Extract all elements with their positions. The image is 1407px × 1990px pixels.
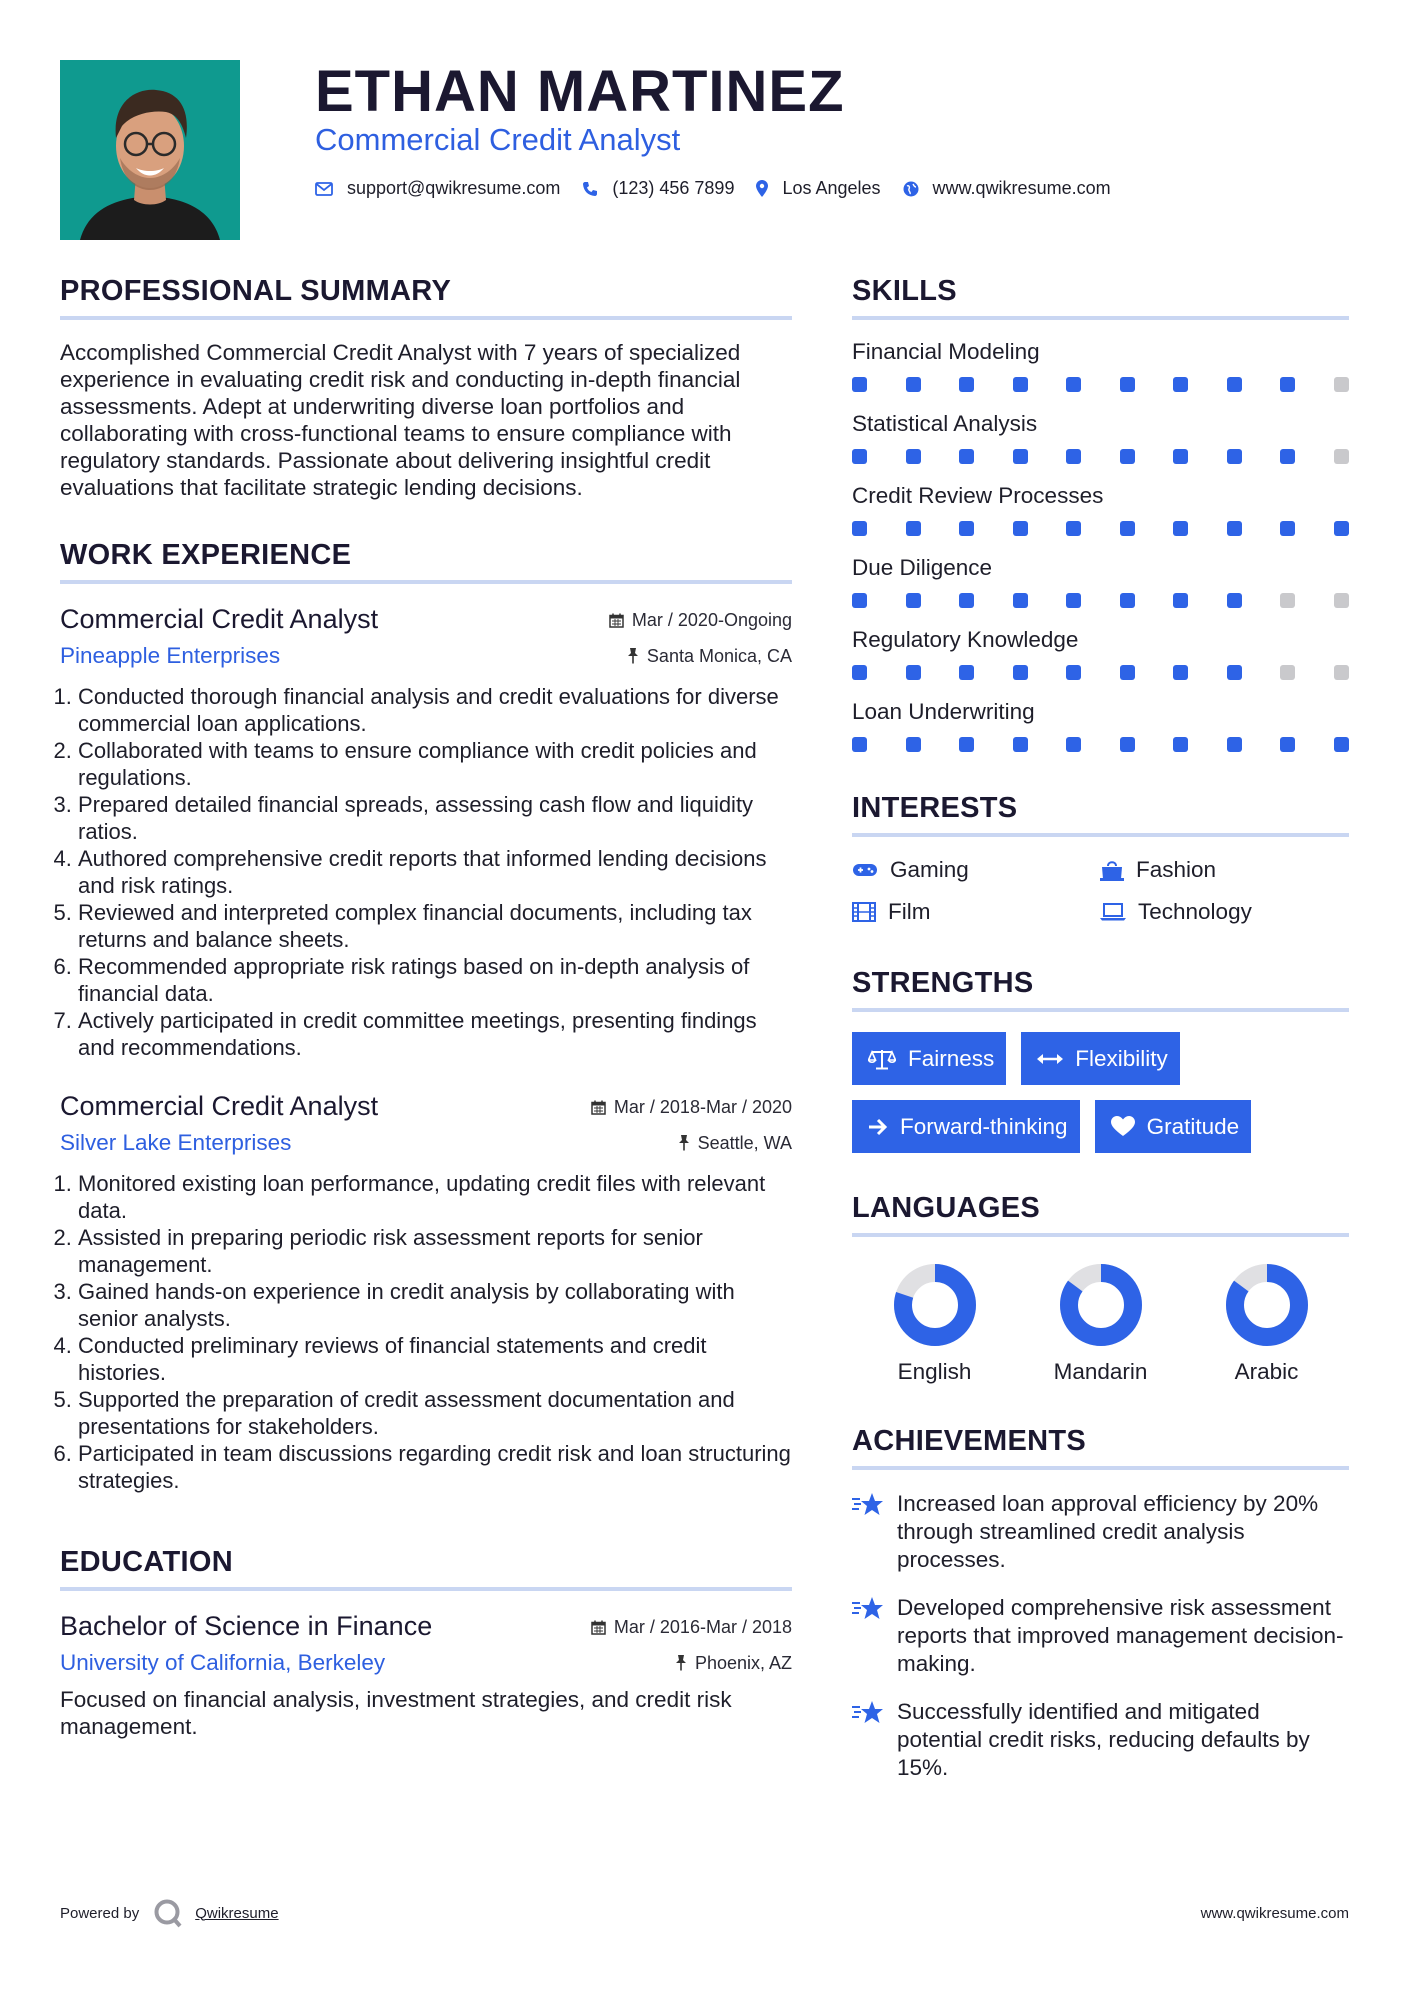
- calendar-icon: [609, 613, 624, 628]
- rating-dot-filled: [959, 737, 974, 752]
- rating-dot-filled: [1120, 377, 1135, 392]
- skill-item: [852, 555, 1349, 608]
- rating-dot-filled: [1120, 737, 1135, 752]
- skill-item: [852, 627, 1349, 680]
- rating-dot-filled: [1334, 737, 1349, 752]
- job-location: [627, 646, 792, 667]
- rating-dot-filled: [1066, 521, 1081, 536]
- rating-dot-filled: [852, 737, 867, 752]
- pushpin-icon: [675, 1655, 687, 1671]
- list-item: 2. Assisted in preparing periodic risk assessment reports for senior management.: [78, 1224, 792, 1278]
- skill-name: Loan Underwriting: [852, 699, 1035, 724]
- language-name: English: [897, 1359, 972, 1384]
- rating-dot-filled: [1173, 449, 1188, 464]
- interest-item: [1100, 857, 1348, 883]
- star-trophy-icon: [852, 1698, 897, 1782]
- gamepad-icon: [852, 862, 878, 878]
- achievement-text: Successfully identified and mitigated potential credit risks, reducing defaults by 15%.: [897, 1699, 1310, 1780]
- rating-dot-filled: [1013, 449, 1028, 464]
- email-text: support@qwikresume.com: [347, 178, 561, 198]
- interest-label: Film: [888, 899, 931, 924]
- list-item: 6. Participated in team discussions regarding credit risk and loan structuring strategies.: [78, 1440, 792, 1494]
- contact-email[interactable]: [315, 178, 560, 199]
- interests-heading: INTERESTS: [852, 792, 1349, 837]
- list-item: 3. Gained hands-on experience in credit analysis by collaborating with senior analysts.: [78, 1278, 792, 1332]
- rating-dot-filled: [1013, 593, 1028, 608]
- strength-badge: [1095, 1100, 1252, 1153]
- experience-heading: WORK EXPERIENCE: [60, 539, 792, 584]
- achievement-item: [852, 1594, 1349, 1678]
- job-location-text: Santa Monica, CA: [646, 645, 792, 666]
- strengths-list: [852, 1032, 1349, 1168]
- rating-dot-filled: [906, 377, 921, 392]
- film-icon: [852, 902, 876, 922]
- rating-dot-filled: [1173, 377, 1188, 392]
- rating-dot-filled: [959, 521, 974, 536]
- languages-list: [852, 1263, 1349, 1385]
- skill-name: Statistical Analysis: [852, 411, 1038, 436]
- language-item: [1184, 1263, 1349, 1385]
- interest-item: [1100, 899, 1348, 925]
- job-duties: [60, 1170, 792, 1494]
- achievements-list: [852, 1490, 1349, 1782]
- rating-dot-filled: [1013, 377, 1028, 392]
- qwikresume-logo-icon: [153, 1898, 185, 1928]
- job-date: [609, 610, 792, 631]
- strength-badge: [1021, 1032, 1180, 1085]
- calendar-icon: [591, 1620, 606, 1635]
- rating-dot-filled: [906, 449, 921, 464]
- rating-dot-filled: [1227, 665, 1242, 680]
- degree-title: Bachelor of Science in Finance: [60, 1611, 433, 1641]
- language-proficiency-donut: [1225, 1263, 1309, 1347]
- job-title: Commercial Credit Analyst: [60, 1091, 379, 1121]
- list-item: 1. Conducted thorough financial analysis and credit evaluations for diverse commercial loan applications.: [78, 683, 792, 737]
- rating-dot-filled: [1120, 593, 1135, 608]
- job-title: Commercial Credit Analyst: [60, 604, 379, 634]
- job-entry: [60, 604, 792, 1061]
- skill-name: Credit Review Processes: [852, 483, 1104, 508]
- languages-heading: LANGUAGES: [852, 1192, 1349, 1237]
- rating-dot-filled: [1173, 593, 1188, 608]
- shopping-bag-icon: [1100, 859, 1124, 881]
- list-item: 6. Recommended appropriate risk ratings based on in-depth analysis of financial data.: [78, 953, 792, 1007]
- profile-photo: [60, 60, 240, 240]
- education-description: Focused on financial analysis, investment strategies, and credit risk management.: [60, 1687, 732, 1739]
- list-item: 4. Authored comprehensive credit reports that informed lending decisions and risk ratings.: [78, 845, 792, 899]
- candidate-name: ETHAN MARTINEZ: [315, 59, 845, 124]
- rating-dot-filled: [1066, 449, 1081, 464]
- rating-dot-filled: [1334, 521, 1349, 536]
- rating-dot-filled: [1066, 737, 1081, 752]
- interest-label: Fashion: [1136, 857, 1217, 882]
- summary-heading: PROFESSIONAL SUMMARY: [60, 275, 792, 320]
- interests-list: [852, 857, 1349, 925]
- strengths-heading: STRENGTHS: [852, 967, 1349, 1012]
- skill-rating: [852, 449, 1349, 464]
- skill-name: Due Diligence: [852, 555, 993, 580]
- job-company: Silver Lake Enterprises: [60, 1130, 292, 1155]
- rating-dot-filled: [1066, 593, 1081, 608]
- rating-dot-filled: [1013, 737, 1028, 752]
- rating-dot-filled: [1280, 377, 1295, 392]
- skills-heading: SKILLS: [852, 275, 1349, 320]
- language-proficiency-donut: [893, 1263, 977, 1347]
- job-location: [678, 1133, 792, 1154]
- interest-item: [852, 899, 1100, 925]
- rating-dot-empty: [1334, 593, 1349, 608]
- skill-item: [852, 699, 1349, 752]
- rating-dot-filled: [1013, 665, 1028, 680]
- footer-powered-by: [60, 1898, 279, 1928]
- achievement-item: [852, 1490, 1349, 1574]
- rating-dot-filled: [852, 449, 867, 464]
- powered-by-text: Powered by: [60, 1904, 140, 1922]
- job-date-text: Mar / 2018-Mar / 2020: [613, 1097, 792, 1117]
- achievements-heading: ACHIEVEMENTS: [852, 1425, 1349, 1470]
- list-item: 3. Prepared detailed financial spreads, assessing cash flow and liquidity ratios.: [78, 791, 792, 845]
- rating-dot-empty: [1280, 593, 1295, 608]
- school-name: University of California, Berkeley: [60, 1650, 386, 1675]
- summary-text: Accomplished Commercial Credit Analyst with 7 years of specialized experience in evaluating credit risk and conducting in-depth financial assessments. Adept at underwriting diverse loan portfolios and collaborating with cross-functional teams to ensure compliance with regulatory standards. Passionate about delivering insightful credit evaluations that facilitate strategic lending decisions.: [60, 340, 741, 500]
- language-name: Arabic: [1234, 1359, 1299, 1384]
- location-text: Los Angeles: [782, 178, 881, 198]
- rating-dot-filled: [1227, 737, 1242, 752]
- job-location-text: Seattle, WA: [697, 1132, 792, 1153]
- star-trophy-icon: [852, 1594, 897, 1678]
- skill-item: [852, 339, 1349, 392]
- rating-dot-filled: [1280, 737, 1295, 752]
- education-entry: [60, 1611, 792, 1740]
- strength-label: Gratitude: [1146, 1113, 1240, 1139]
- skill-item: [852, 483, 1349, 536]
- star-trophy-icon: [852, 1490, 897, 1574]
- interest-label: Gaming: [890, 857, 969, 882]
- list-item: 4. Conducted preliminary reviews of financial statements and credit histories.: [78, 1332, 792, 1386]
- rating-dot-filled: [1227, 377, 1242, 392]
- rating-dot-filled: [906, 521, 921, 536]
- skill-rating: [852, 665, 1349, 680]
- rating-dot-empty: [1334, 449, 1349, 464]
- language-item: [1018, 1263, 1183, 1385]
- rating-dot-filled: [1173, 665, 1188, 680]
- rating-dot-filled: [1227, 521, 1242, 536]
- job-company: Pineapple Enterprises: [60, 643, 281, 668]
- phone-icon: [582, 181, 598, 197]
- balance-scale-icon: [868, 1048, 896, 1070]
- job-duties: [60, 683, 792, 1061]
- pushpin-icon: [627, 648, 639, 664]
- strength-badge: [852, 1100, 1080, 1153]
- contact-bar: [315, 178, 1133, 199]
- rating-dot-filled: [1120, 521, 1135, 536]
- rating-dot-filled: [1280, 521, 1295, 536]
- qwikresume-link[interactable]: Qwikresume: [195, 1904, 279, 1922]
- list-item: 7. Actively participated in credit committee meetings, presenting findings and recommendations.: [78, 1007, 792, 1061]
- language-name: Mandarin: [1053, 1359, 1148, 1384]
- rating-dot-filled: [1173, 737, 1188, 752]
- calendar-icon: [591, 1100, 606, 1115]
- list-item: 5. Supported the preparation of credit assessment documentation and presentations for stakeholders.: [78, 1386, 792, 1440]
- skill-item: [852, 411, 1349, 464]
- skill-name: Financial Modeling: [852, 339, 1040, 364]
- laptop-icon: [1100, 903, 1126, 921]
- rating-dot-filled: [1227, 593, 1242, 608]
- rating-dot-filled: [1173, 521, 1188, 536]
- job-date-text: Mar / 2020-Ongoing: [631, 610, 792, 630]
- skill-name: Regulatory Knowledge: [852, 627, 1079, 652]
- rating-dot-filled: [1013, 521, 1028, 536]
- education-location: [675, 1653, 792, 1674]
- skill-rating: [852, 593, 1349, 608]
- strength-label: Flexibility: [1075, 1045, 1168, 1071]
- envelope-icon: [315, 182, 333, 196]
- education-heading: EDUCATION: [60, 1546, 792, 1591]
- map-marker-icon: [756, 180, 768, 197]
- heart-icon: [1111, 1116, 1135, 1137]
- achievement-text: Developed comprehensive risk assessment reports that improved management decision-making.: [897, 1595, 1344, 1676]
- contact-website[interactable]: [903, 178, 1111, 199]
- list-item: 2. Collaborated with teams to ensure compliance with credit policies and regulations.: [78, 737, 792, 791]
- strength-badge: [852, 1032, 1006, 1085]
- pushpin-icon: [678, 1135, 690, 1151]
- rating-dot-filled: [906, 737, 921, 752]
- rating-dot-filled: [852, 665, 867, 680]
- footer-website[interactable]: www.qwikresume.com: [1200, 1905, 1349, 1922]
- rating-dot-filled: [852, 521, 867, 536]
- education-date: [591, 1617, 792, 1638]
- interest-item: [852, 857, 1100, 883]
- achievement-text: Increased loan approval efficiency by 20% through streamlined credit analysis processes.: [897, 1491, 1319, 1572]
- right-column: [852, 275, 1349, 1782]
- rating-dot-filled: [852, 377, 867, 392]
- rating-dot-filled: [906, 593, 921, 608]
- rating-dot-filled: [852, 593, 867, 608]
- list-item: 1. Monitored existing loan performance, updating credit files with relevant data.: [78, 1170, 792, 1224]
- rating-dot-empty: [1334, 665, 1349, 680]
- rating-dot-filled: [959, 593, 974, 608]
- candidate-title: Commercial Credit Analyst: [315, 122, 681, 157]
- skills-list: [852, 339, 1349, 752]
- rating-dot-empty: [1334, 377, 1349, 392]
- website-text: www.qwikresume.com: [932, 178, 1111, 198]
- rating-dot-empty: [1280, 665, 1295, 680]
- rating-dot-filled: [1120, 449, 1135, 464]
- rating-dot-filled: [1280, 449, 1295, 464]
- strength-label: Fairness: [908, 1045, 995, 1071]
- rating-dot-filled: [1120, 665, 1135, 680]
- skill-rating: [852, 377, 1349, 392]
- arrow-right-icon: [868, 1118, 888, 1136]
- job-date: [591, 1097, 792, 1118]
- rating-dot-filled: [1227, 449, 1242, 464]
- rating-dot-filled: [959, 449, 974, 464]
- phone-text: (123) 456 7899: [612, 178, 735, 198]
- rating-dot-filled: [1066, 665, 1081, 680]
- language-proficiency-donut: [1059, 1263, 1143, 1347]
- rating-dot-filled: [959, 665, 974, 680]
- skill-rating: [852, 737, 1349, 752]
- list-item: 5. Reviewed and interpreted complex financial documents, including tax returns and balance sheets.: [78, 899, 792, 953]
- achievement-item: [852, 1698, 1349, 1782]
- language-item: [852, 1263, 1017, 1385]
- education-date-text: Mar / 2016-Mar / 2018: [613, 1617, 792, 1637]
- globe-icon: [903, 181, 919, 197]
- contact-phone[interactable]: [582, 178, 734, 199]
- strength-label: Forward-thinking: [900, 1113, 1068, 1139]
- rating-dot-filled: [959, 377, 974, 392]
- interest-label: Technology: [1138, 899, 1252, 924]
- skill-rating: [852, 521, 1349, 536]
- left-column: [60, 275, 792, 1740]
- education-location-text: Phoenix, AZ: [694, 1652, 792, 1673]
- rating-dot-filled: [1066, 377, 1081, 392]
- arrows-horizontal-icon: [1037, 1052, 1063, 1066]
- rating-dot-filled: [906, 665, 921, 680]
- job-entry: [60, 1091, 792, 1494]
- contact-location: [756, 178, 880, 199]
